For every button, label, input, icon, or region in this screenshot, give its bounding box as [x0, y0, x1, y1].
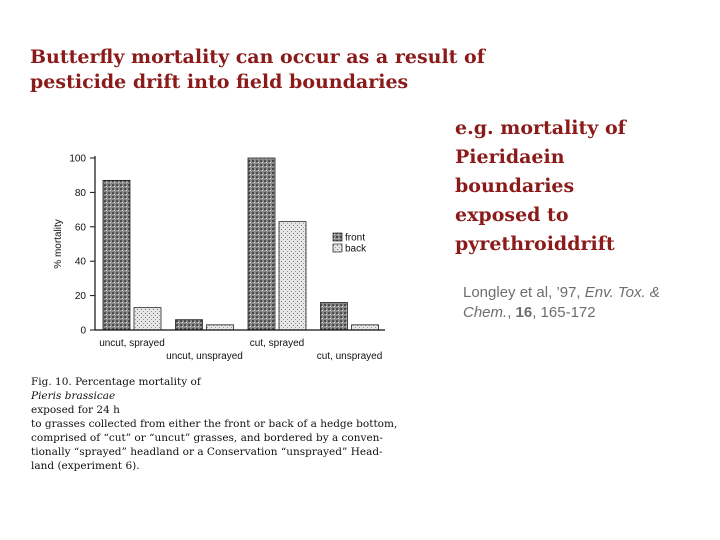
citation [463, 283, 683, 323]
legend-label-front: front [345, 232, 366, 244]
y-tick-label: 60 [74, 222, 86, 234]
citation-volume: 16 [515, 304, 533, 321]
bar-front-3 [248, 158, 275, 330]
caption-line-5: land (experiment 6). [31, 460, 140, 472]
side-note-line-5: pyrethroiddrift [455, 233, 615, 255]
y-tick-label: 0 [80, 325, 86, 337]
y-tick-label: 100 [69, 153, 86, 165]
caption-line-1 [31, 375, 426, 417]
bar-back-4 [352, 325, 379, 330]
y-tick-label: 20 [74, 291, 86, 303]
x-category-label: uncut, sprayed [99, 338, 165, 349]
citation-sep: , [507, 304, 516, 321]
figure-caption [31, 375, 426, 473]
mortality-bar-chart [0, 140, 440, 370]
y-tick-label: 80 [74, 187, 86, 199]
caption-species: Pieris brassicae [31, 390, 116, 402]
slide-title [30, 45, 690, 95]
side-note-line-2: Pieridaein [455, 146, 565, 168]
y-tick-label: 40 [74, 256, 86, 268]
title-line-1: Butterfly mortality can occur as a result of [30, 46, 485, 68]
legend-swatch-back [333, 244, 342, 252]
bar-back-1 [134, 308, 161, 330]
side-note-line-1: e.g. mortality of [455, 117, 626, 139]
citation-journal: Env. Tox. & Chem. [463, 284, 660, 321]
caption-line1-suffix: exposed for 24 h [31, 404, 120, 416]
y-axis [69, 154, 95, 337]
legend-label-back: back [345, 243, 367, 255]
bar-back-2 [207, 325, 234, 330]
bar-front-4 [321, 302, 348, 330]
caption-line-4: tionally “sprayed” headland or a Conservation “unsprayed” Head- [31, 446, 383, 458]
caption-line-2: to grasses collected from either the front or back of a hedge bottom, [31, 418, 398, 430]
bar-front-1 [103, 180, 130, 330]
x-category-label: uncut, unsprayed [166, 351, 243, 362]
x-axis-labels [99, 338, 382, 362]
caption-line-3: comprised of “cut” or “uncut” grasses, and bordered by a conven- [31, 432, 383, 444]
y-axis-label: % mortality [53, 219, 64, 269]
caption-prefix: Fig. 10. Percentage mortality of [31, 376, 201, 388]
bar-front-2 [176, 320, 203, 330]
citation-pages: , 165-172 [532, 304, 596, 321]
side-note-line-3: boundaries [455, 175, 575, 197]
title-line-2: pesticide drift into field boundaries [30, 71, 409, 93]
legend [333, 233, 367, 255]
x-category-label: cut, sprayed [249, 338, 305, 349]
legend-swatch-front [333, 233, 342, 241]
side-note-line-4: exposed to [455, 204, 569, 226]
citation-authors: Longley et al, ’97, [463, 284, 585, 301]
side-note [455, 114, 705, 259]
x-category-label: cut, unsprayed [316, 351, 383, 362]
bar-back-3 [279, 222, 306, 330]
